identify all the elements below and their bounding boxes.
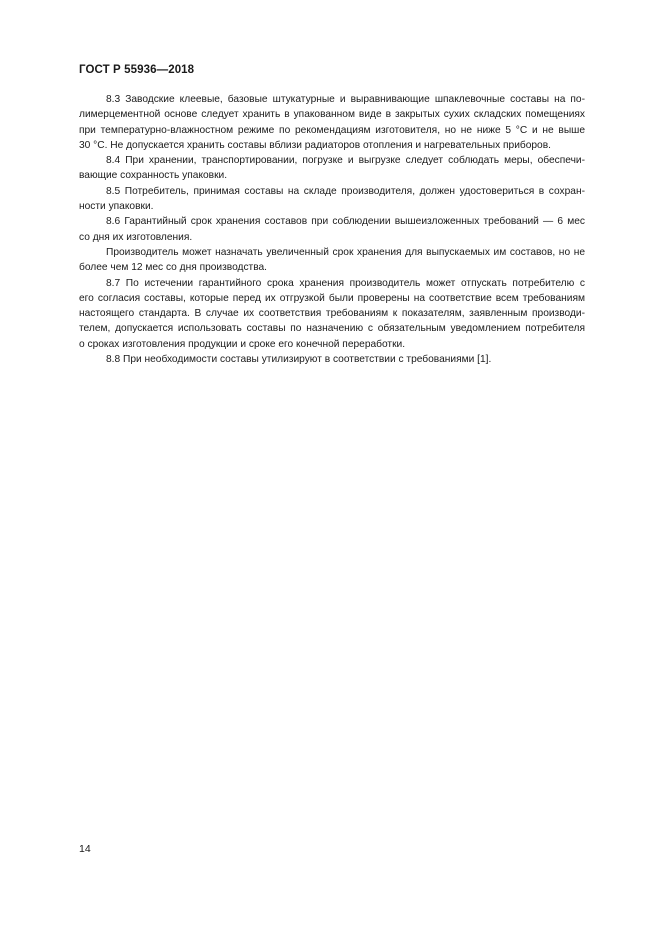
text-line: его согласия составы, которые перед их отгрузкой были проверены на соответствие всем требованиям bbox=[79, 292, 585, 304]
text-line: 8.4 При хранении, транспортировании, погрузке и выгрузке следует соблюдать меры, обеспечи- bbox=[106, 155, 585, 167]
text-line: 8.6 Гарантийный срок хранения составов при соблюдении вышеизложенных требований — 6 мес bbox=[106, 216, 585, 228]
text-line: более чем 12 мес со дня производства. bbox=[79, 262, 268, 274]
text-line: ности упаковки. bbox=[79, 201, 154, 213]
text-line: при температурно-влажностном режиме по рекомендациям изготовителя, но не ниже 5 °С и не выше bbox=[79, 124, 585, 136]
text-line: 8.8 При необходимости составы утилизируют в соответствии с требованиями [1]. bbox=[106, 354, 492, 366]
text-line: лимерцементной основе следует хранить в упакованном виде в закрытых сухих складских помещениях bbox=[79, 109, 585, 121]
page-number: 14 bbox=[79, 843, 91, 855]
document-body bbox=[79, 92, 585, 367]
text-line: телем, допускается использовать составы по назначению с обязательным уведомлением потребителя bbox=[79, 323, 585, 335]
text-line: вающие сохранность упаковки. bbox=[79, 170, 228, 182]
text-line: настоящего стандарта. В случае их соответствия требованиям к показателям, заявленным производи- bbox=[79, 308, 585, 320]
document-header: ГОСТ Р 55936—2018 bbox=[79, 64, 195, 76]
text-line: 8.3 Заводские клеевые, базовые штукатурные и выравнивающие шпаклевочные составы на по- bbox=[106, 94, 585, 105]
text-line: о сроках изготовления продукции и сроке его конечной переработки. bbox=[79, 338, 406, 350]
text-line: 8.7 По истечении гарантийного срока хранения производитель может отпускать потребителю с bbox=[106, 277, 585, 289]
text-line: 8.5 Потребитель, принимая составы на складе производителя, должен удостовериться в сохран- bbox=[106, 185, 585, 197]
text-line: 30 °С. Не допускается хранить составы вблизи радиаторов отопления и нагревательных приборов. bbox=[79, 139, 551, 151]
text-line: Производитель может назначать увеличенный срок хранения для выпускаемых им составов, но не bbox=[106, 246, 585, 258]
text-line: со дня их изготовления. bbox=[79, 231, 193, 243]
